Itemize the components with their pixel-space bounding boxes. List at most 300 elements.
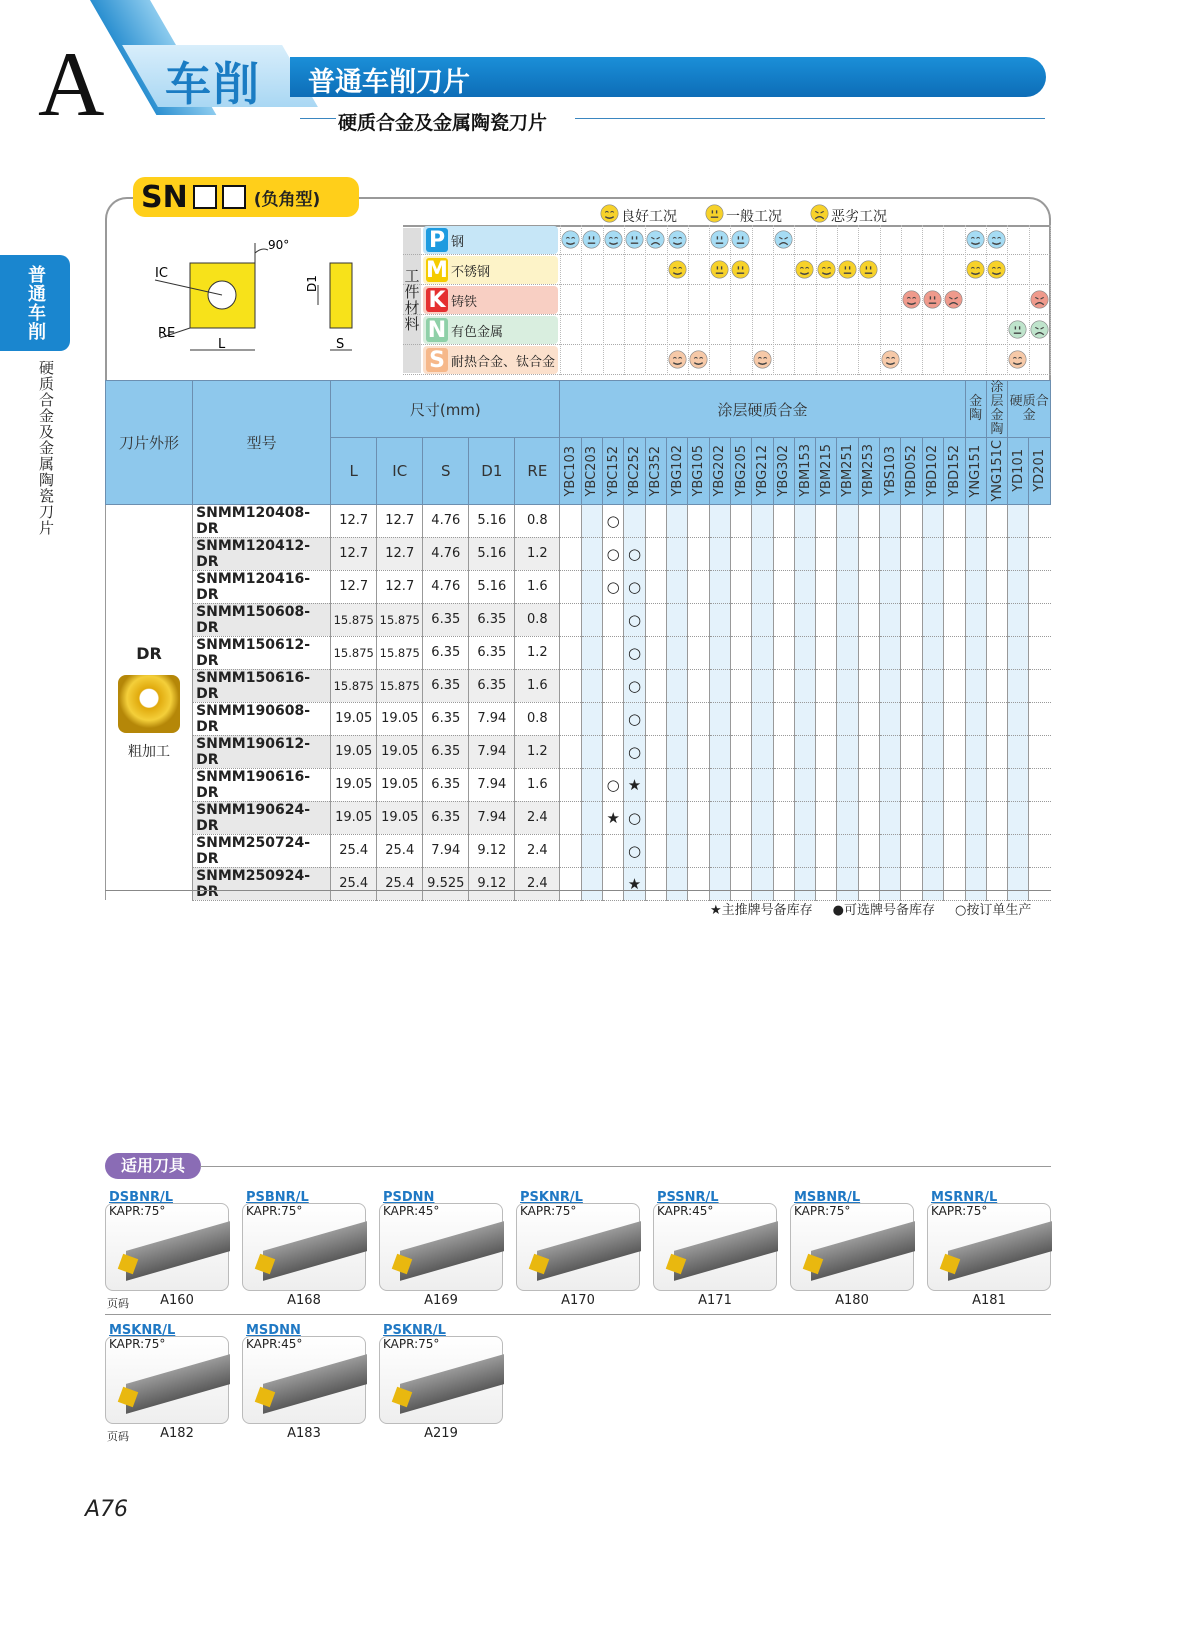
col-size: D1 [469,438,515,505]
grade-cell [581,801,602,834]
tools-title: 适用刀具 [105,1153,201,1179]
grade-cell [986,834,1007,867]
tool-name[interactable]: PSSNR/L [657,1190,719,1205]
grade-cell [624,867,645,900]
grade-cell [560,636,581,669]
grade-cell [752,702,773,735]
grade-cell [858,834,879,867]
grade-cell [1008,636,1029,669]
good-smiley-icon [561,230,580,253]
col-grade [901,438,922,505]
grade-cell [560,801,581,834]
star-mark: ★ [606,808,620,827]
table-row [106,669,1051,702]
tool-page-ref[interactable]: A168 [287,1293,321,1308]
grade-cell [901,735,922,768]
grade-cell [624,801,645,834]
size-cell: 12.7 [377,504,423,537]
grade-cell [858,504,879,537]
grade-cell [603,867,624,900]
size-cell: 6.35 [423,702,469,735]
grade-cell [1029,603,1051,636]
grade-cell [709,768,730,801]
grade-label: YBM253 [861,444,877,498]
good-smiley-icon [795,260,814,283]
grid-line [943,225,944,375]
tool-card[interactable] [105,1190,229,1288]
grade-cell [581,636,602,669]
section-title: 车削 [165,57,261,111]
tool-name[interactable]: DSBNR/L [109,1190,173,1205]
grade-cell [858,603,879,636]
grade-cell [837,867,858,900]
grade-cell [1008,537,1029,570]
grade-cell [986,867,1007,900]
size-cell: 25.4 [331,867,377,900]
grid-line [667,225,668,375]
model-cell: SNMM190612-DR [193,735,331,768]
circle-mark: ○ [606,511,620,530]
grade-cell [944,636,965,669]
grade-cell [581,867,602,900]
grade-cell [688,801,709,834]
grade-cell [603,570,624,603]
size-cell: 15.875 [331,669,377,702]
grade-cell [752,735,773,768]
bad-smiley-icon [1030,290,1049,313]
grade-cell [560,834,581,867]
grade-cell [986,702,1007,735]
grade-cell [624,603,645,636]
placeholder-box [193,185,217,209]
grade-cell [688,834,709,867]
grade-cell [986,537,1007,570]
grade-cell [1008,834,1029,867]
grade-cell [880,735,901,768]
tool-name[interactable]: PSKNR/L [383,1323,446,1338]
tool-page-ref[interactable]: A182 [160,1426,194,1441]
size-cell: 4.76 [423,537,469,570]
circle-mark: ○ [627,808,642,827]
material-letter: N [427,317,447,343]
model-cell: SNMM250924-DR [193,867,331,900]
grade-cell [965,768,986,801]
tool-name[interactable]: MSDNN [246,1323,301,1338]
grade-cell [709,570,730,603]
grade-cell [624,702,645,735]
tool-card[interactable] [242,1190,366,1288]
grade-label: YBC352 [648,445,664,497]
tool-name[interactable]: MSRNR/L [931,1190,998,1205]
grade-cell [944,669,965,702]
grade-cell [837,603,858,636]
grade-label: YBG302 [776,445,792,497]
grade-cell [645,702,666,735]
grade-cell [880,669,901,702]
col-grade [1008,438,1029,505]
col-grade [624,438,645,505]
grade-cell [645,735,666,768]
grade-label: YBD052 [904,444,920,497]
good-smiley-icon [966,260,985,283]
grade-cell [1029,867,1051,900]
tool-kapr: KAPR:75° [794,1204,851,1218]
tool-page-ref[interactable]: A180 [835,1293,869,1308]
size-cell: 6.35 [423,801,469,834]
grade-cell [624,504,645,537]
tool-card[interactable] [516,1190,640,1288]
size-cell: 6.35 [423,603,469,636]
grade-cell [794,735,815,768]
side-tab[interactable]: 普通车削 [0,255,70,351]
size-cell: 6.35 [469,669,515,702]
dim-label: S [336,337,345,352]
insert-diagram [150,235,370,360]
grade-cell [794,801,815,834]
tool-page-ref[interactable]: A170 [561,1293,595,1308]
material-label [423,256,558,284]
grade-cell [752,537,773,570]
grid-line [794,225,795,375]
grade-label: YD101 [1010,449,1026,493]
size-cell: 4.76 [423,570,469,603]
normal-smiley-icon [923,290,942,313]
grade-cell [666,702,687,735]
col-grade [944,438,965,505]
material-letter: M [426,257,448,283]
good-smiley-icon [881,350,900,373]
grade-cell [794,570,815,603]
angle-label: 90° [268,238,290,252]
col-grade [688,438,709,505]
grid-line [1050,225,1051,375]
tool-page-ref[interactable]: A169 [424,1293,458,1308]
material-name: 铸铁 [451,294,478,310]
grade-cell [645,669,666,702]
grade-cell [603,603,624,636]
grade-cell [944,867,965,900]
grade-cell [709,735,730,768]
size-cell: 7.94 [469,735,515,768]
size-cell: 15.875 [377,603,423,636]
tool-card[interactable] [927,1190,1051,1288]
good-smiley-icon [817,260,836,283]
grade-cell [986,603,1007,636]
grade-cell [901,768,922,801]
legend-label: 恶劣工况 [831,208,887,225]
grade-cell [1008,702,1029,735]
tool-holder-shape [126,1354,230,1414]
grade-cell [752,867,773,900]
grade-cell [922,735,943,768]
legend-item [600,204,677,227]
grade-cell [581,504,602,537]
col-grade [922,438,943,505]
normal-smiley-icon [710,260,729,283]
condition-legend [600,204,887,227]
divider [300,118,336,119]
grade-label: YBC252 [627,445,643,497]
grade-cell [581,570,602,603]
grade-cell [944,603,965,636]
tool-name[interactable]: MSKNR/L [109,1323,176,1338]
chapter-letter: A [38,33,105,135]
key-circle: ○按订单生产 [955,903,1032,918]
grade-cell [816,801,837,834]
dim-label: IC [155,266,168,281]
size-cell: 9.12 [469,834,515,867]
grade-cell [645,834,666,867]
good-smiley-icon [604,230,623,253]
grade-cell [603,768,624,801]
grade-cell [752,504,773,537]
material-row-N [403,315,1050,345]
grade-cell [816,570,837,603]
tool-card[interactable] [379,1190,503,1288]
grade-cell [752,603,773,636]
legend-item [810,204,887,227]
size-cell: 19.05 [377,702,423,735]
insert-image [118,675,180,733]
grade-cell [730,735,751,768]
grade-cell [645,636,666,669]
grade-label: YBC152 [605,445,621,497]
tool-page-ref[interactable]: A171 [698,1293,732,1308]
grade-cell [603,702,624,735]
mark-legend [710,899,1031,918]
grade-cell [730,504,751,537]
tool-card[interactable] [653,1190,777,1288]
grade-cell [816,867,837,900]
grade-cell [560,669,581,702]
grade-cell [965,603,986,636]
key-star: ★主推牌号备库存 [710,903,813,918]
tool-holder-shape [126,1221,230,1281]
grade-cell [1008,768,1029,801]
grade-cell [794,669,815,702]
size-cell: 12.7 [377,570,423,603]
size-cell: 12.7 [331,537,377,570]
grade-cell [1029,504,1051,537]
model-cell: SNMM120412-DR [193,537,331,570]
tool-page-ref[interactable]: A219 [424,1426,458,1441]
page-number: A76 [85,1497,129,1522]
col-grade [965,438,986,505]
tool-holder-shape [400,1221,504,1281]
col-shape: 刀片外形 [106,381,193,505]
grade-cell [794,603,815,636]
normal-smiley-icon [1008,320,1027,343]
normal-smiley-icon [625,230,644,253]
grade-cell [688,867,709,900]
grade-label: YNG151 [968,444,984,498]
grade-cell [922,867,943,900]
grade-cell [922,702,943,735]
grade-cell [837,504,858,537]
grade-cell [922,768,943,801]
normal-smiley-icon [705,204,724,227]
grade-cell [730,867,751,900]
grade-cell [1008,867,1029,900]
insert-table [105,380,1051,901]
product-code: SN [141,179,188,215]
grade-cell [603,504,624,537]
col-grade [603,438,624,505]
grade-group: 涂层硬质合金 [560,381,965,438]
grade-label: YBD102 [925,444,941,497]
grade-cell [730,636,751,669]
shape-name: DR [136,643,162,663]
grade-group: 金陶 [965,381,986,438]
col-size: IC [377,438,423,505]
grade-cell [1029,735,1051,768]
grade-cell [965,570,986,603]
grade-cell [965,801,986,834]
material-name: 有色金属 [451,324,504,340]
circle-mark: ○ [627,742,642,761]
grade-cell [730,768,751,801]
grade-cell [581,537,602,570]
grade-cell [965,537,986,570]
grade-cell [901,801,922,834]
tool-page-ref[interactable]: A183 [287,1426,321,1441]
grade-cell [560,867,581,900]
grid-line [1029,225,1030,375]
grade-cell [880,801,901,834]
grade-cell [858,867,879,900]
grade-label: YBG102 [669,445,685,497]
size-cell: 12.7 [377,537,423,570]
grade-cell [624,537,645,570]
grade-cell [837,834,858,867]
grid-line [624,225,625,375]
grade-cell [1029,636,1051,669]
good-smiley-icon [753,350,772,373]
grid-line [901,225,902,375]
grid-line [560,225,561,375]
table-row [106,801,1051,834]
size-cell: 6.35 [469,636,515,669]
size-cell: 25.4 [377,834,423,867]
grade-cell [730,537,751,570]
grade-cell [666,504,687,537]
grade-cell [773,867,794,900]
size-cell: 19.05 [377,735,423,768]
circle-mark: ○ [627,841,642,860]
grade-cell [944,834,965,867]
table-row [106,834,1051,867]
grade-cell [709,636,730,669]
grade-cell [666,537,687,570]
grade-cell [858,570,879,603]
grade-cell [880,867,901,900]
grade-cell [773,603,794,636]
tool-name[interactable]: MSBNR/L [794,1190,861,1205]
size-cell: 7.94 [469,801,515,834]
grade-cell [1029,702,1051,735]
size-cell: 25.4 [377,867,423,900]
col-grade [986,438,1007,505]
grade-label: YBD152 [946,444,962,497]
tool-name[interactable]: PSDNN [383,1190,435,1205]
grade-cell [1008,603,1029,636]
grade-cell [922,537,943,570]
tool-card[interactable] [105,1323,229,1421]
grade-cell [858,735,879,768]
material-letter: P [426,228,448,252]
tool-name[interactable]: PSBNR/L [246,1190,309,1205]
model-cell: SNMM190624-DR [193,801,331,834]
col-grade [816,438,837,505]
grade-cell [773,735,794,768]
col-size-group: 尺寸(mm) [331,381,560,438]
grade-label: YBG202 [712,445,728,497]
grade-cell [773,669,794,702]
grade-cell [666,669,687,702]
tool-card[interactable] [379,1323,503,1421]
grade-cell [666,636,687,669]
grid-line [965,225,966,375]
tool-kapr: KAPR:45° [246,1337,303,1351]
material-label [423,226,558,254]
legend-label: 一般工况 [726,208,782,225]
tool-page-ref[interactable]: A160 [160,1293,194,1308]
page-ref-label: 页码 [107,1297,129,1310]
col-grade [645,438,666,505]
grade-cell [666,834,687,867]
grade-cell [944,702,965,735]
size-cell: 15.875 [377,636,423,669]
material-label [423,346,558,374]
table-row [106,702,1051,735]
grade-group: 硬质合金 [1008,381,1051,438]
grade-cell [837,702,858,735]
grade-cell [858,669,879,702]
table-row [106,504,1051,537]
size-cell: 2.4 [515,801,560,834]
grade-cell [816,603,837,636]
tool-kapr: KAPR:75° [383,1337,440,1351]
grade-cell [944,537,965,570]
tool-card[interactable] [242,1323,366,1421]
grade-cell [603,669,624,702]
size-cell: 0.8 [515,702,560,735]
grade-cell [560,603,581,636]
star-mark: ★ [627,874,642,893]
legend-item [705,204,782,227]
tool-card[interactable] [790,1190,914,1288]
tool-kapr: KAPR:45° [383,1204,440,1218]
grade-cell [752,669,773,702]
tool-name[interactable]: PSKNR/L [520,1190,583,1205]
grade-cell [901,834,922,867]
grade-cell [709,801,730,834]
dim-label: D1 [305,275,319,292]
grade-cell [922,603,943,636]
tool-page-ref[interactable]: A181 [972,1293,1006,1308]
grade-cell [901,867,922,900]
grade-cell [688,702,709,735]
size-cell: 6.35 [423,735,469,768]
col-grade [560,438,581,505]
circle-mark: ○ [627,577,642,596]
material-row-M [403,255,1050,285]
tool-kapr: KAPR:75° [931,1204,988,1218]
grade-cell [688,570,709,603]
grade-cell [709,603,730,636]
grade-cell [773,834,794,867]
grade-cell [965,636,986,669]
